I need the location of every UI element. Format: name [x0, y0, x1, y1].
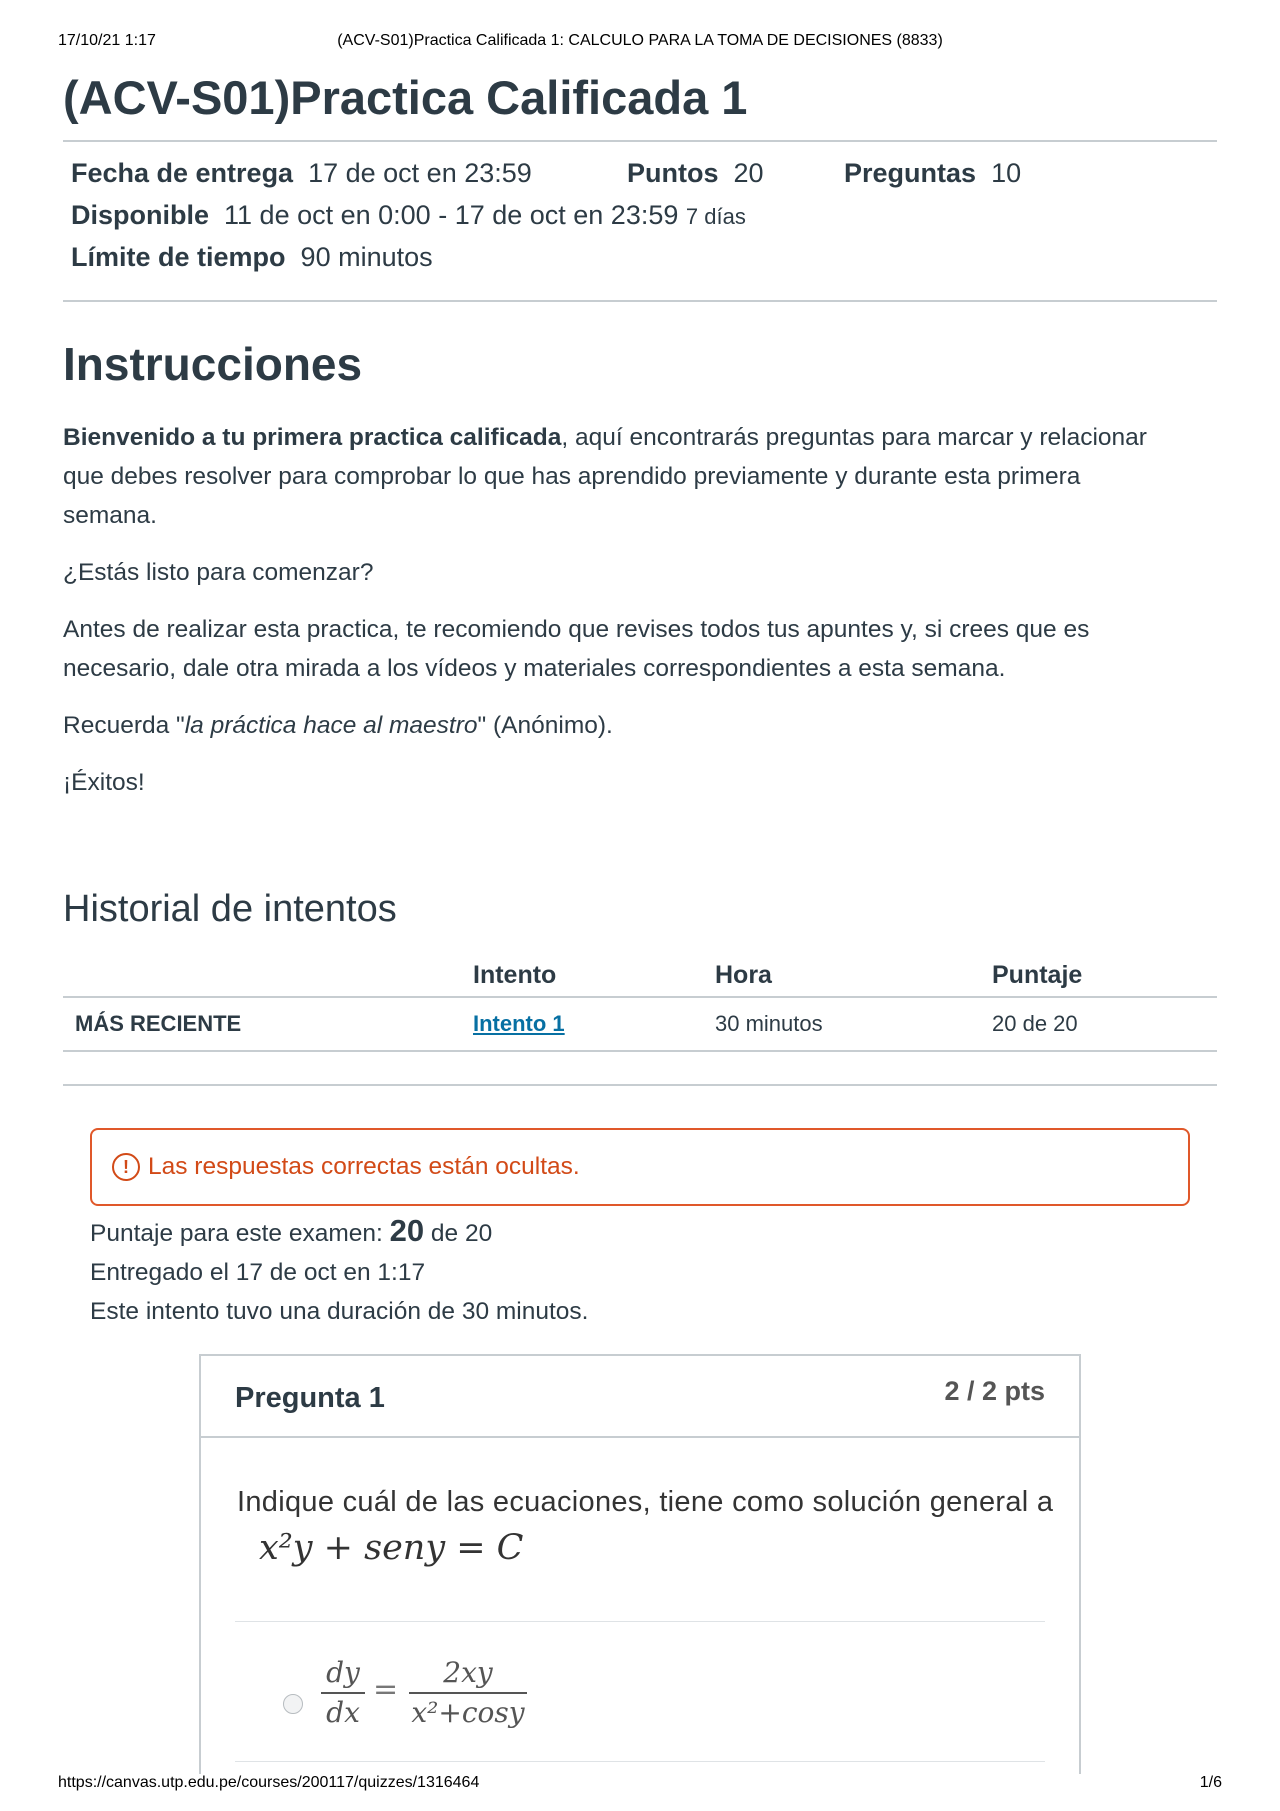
instructions-paragraph	[63, 418, 1217, 535]
option-lhs-fraction	[321, 1656, 365, 1730]
points-value: 20	[733, 158, 764, 188]
question-card	[199, 1354, 1081, 1774]
fraction-bar	[409, 1692, 527, 1694]
due-row	[71, 158, 532, 189]
divider	[235, 1761, 1045, 1762]
hidden-answers-alert	[90, 1128, 1190, 1206]
option-rhs-fraction	[409, 1656, 527, 1730]
print-date: 17/10/21 1:17	[58, 32, 156, 49]
quote-pre: Recuerda "	[63, 712, 185, 739]
questions-value: 10	[991, 158, 1022, 188]
column-header-time: Hora	[715, 952, 992, 997]
score-suffix: de 20	[424, 1220, 493, 1247]
alert-text: Las respuestas correctas están ocultas.	[148, 1153, 580, 1180]
recommendation-paragraph	[63, 610, 1217, 688]
lhs-denominator: dx	[326, 1696, 360, 1729]
latest-label: MÁS RECIENTE	[63, 997, 473, 1051]
attempt-time: 30 minutos	[715, 997, 992, 1051]
rhs-denominator: x²+cosy	[411, 1696, 525, 1729]
questions-row	[844, 158, 1021, 189]
history-heading: Historial de intentos	[63, 888, 397, 930]
question-header	[201, 1356, 1079, 1438]
column-header-empty	[63, 952, 473, 997]
column-header-score: Puntaje	[992, 952, 1217, 997]
quote-paragraph	[63, 706, 1217, 745]
welcome-text: Bienvenido a tu primera practica calificada	[63, 424, 562, 451]
due-value: 17 de oct en 23:59	[308, 158, 532, 188]
available-days: 7 días	[685, 204, 746, 229]
quote-post: " (Anónimo).	[477, 712, 613, 739]
score-summary	[90, 1211, 589, 1331]
attempts-table	[63, 952, 1217, 1052]
question-points: 2 / 2 pts	[944, 1376, 1045, 1406]
duration-line: Este intento tuvo una duración de 30 minutos.	[90, 1298, 589, 1325]
available-row	[71, 200, 746, 231]
score-line	[90, 1211, 589, 1253]
divider	[63, 1084, 1217, 1086]
time-label: Límite de tiempo	[71, 242, 286, 272]
table-row	[63, 997, 1217, 1051]
page-number: 1/6	[1199, 1774, 1222, 1791]
divider	[235, 1621, 1045, 1622]
welcome-line3: semana.	[63, 502, 157, 529]
questions-label: Preguntas	[844, 158, 977, 188]
column-header-attempt: Intento	[473, 952, 715, 997]
instructions-heading: Instrucciones	[63, 338, 363, 390]
table-header-row	[63, 952, 1217, 997]
recommendation-line2: necesario, dale otra mirada a los vídeos y materiales correspondientes a esta semana.	[63, 655, 1006, 682]
due-label: Fecha de entrega	[71, 158, 294, 188]
score-value: 20	[389, 1213, 425, 1248]
submitted-line: Entregado el 17 de oct en 1:17	[90, 1259, 426, 1286]
option-equals: =	[373, 1672, 399, 1707]
attempt-cell	[473, 997, 715, 1051]
question-formula: x²y + seny = C	[259, 1528, 524, 1568]
recommendation-line1: Antes de realizar esta practica, te recomiendo que revises todos tus apuntes y, si crees que es	[63, 616, 1090, 643]
score-prefix: Puntaje para este examen:	[90, 1220, 390, 1247]
quiz-details	[63, 142, 1217, 300]
question-text: Indique cuál de las ecuaciones, tiene como solución general a	[237, 1486, 1054, 1518]
ready-question: ¿Estás listo para comenzar?	[63, 559, 374, 586]
welcome-line2: que debes resolver para comprobar lo que has aprendido previamente y durante esta primera	[63, 463, 1081, 490]
welcome-rest: , aquí encontrarás preguntas para marcar y relacionar	[561, 424, 1147, 451]
available-label: Disponible	[71, 200, 210, 230]
fraction-bar	[321, 1692, 365, 1694]
quote-text: la práctica hace al maestro	[184, 712, 478, 739]
time-value: 90 minutos	[300, 242, 433, 272]
points-label: Puntos	[627, 158, 719, 188]
success-text: ¡Éxitos!	[63, 769, 145, 796]
attempt-link[interactable]: Intento 1	[473, 1011, 565, 1036]
print-footer	[58, 1774, 1222, 1794]
quiz-content	[63, 70, 1217, 1086]
divider	[63, 300, 1217, 302]
radio-button[interactable]	[283, 1694, 303, 1714]
time-row	[71, 242, 433, 273]
attempt-score: 20 de 20	[992, 997, 1217, 1051]
print-title: (ACV-S01)Practica Calificada 1: CALCULO PARA LA TOMA DE DECISIONES (8833)	[337, 32, 943, 49]
question-title: Pregunta 1	[235, 1382, 385, 1414]
rhs-numerator: 2xy	[443, 1656, 493, 1689]
print-header	[58, 32, 1222, 52]
available-value: 11 de oct en 0:00 - 17 de oct en 23:59	[224, 200, 679, 230]
lhs-numerator: dy	[326, 1656, 360, 1689]
print-url: https://canvas.utp.edu.pe/courses/200117/quizzes/1316464	[58, 1774, 480, 1791]
page-title: (ACV-S01)Practica Calificada 1	[63, 71, 748, 124]
points-row	[627, 158, 764, 189]
warning-icon: !	[112, 1153, 140, 1181]
instructions-body	[63, 418, 1217, 802]
